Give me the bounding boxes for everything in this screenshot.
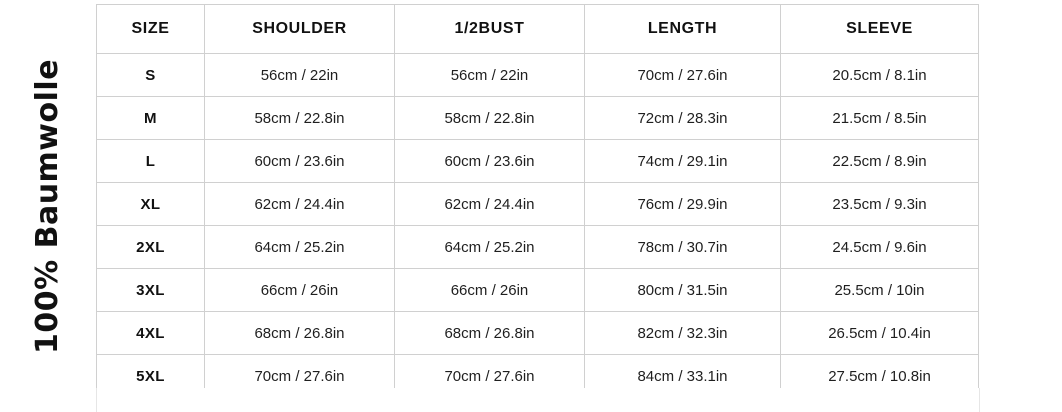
cell-size: 4XL xyxy=(97,312,205,355)
cell-bust: 62cm / 24.4in xyxy=(395,183,585,226)
cell-shoulder: 60cm / 23.6in xyxy=(205,140,395,183)
cell-length: 76cm / 29.9in xyxy=(585,183,781,226)
table-header xyxy=(97,5,979,54)
table-row xyxy=(97,140,979,183)
cell-length: 70cm / 27.6in xyxy=(585,54,781,97)
header-sleeve: SLEEVE xyxy=(781,5,979,54)
cell-shoulder: 70cm / 27.6in xyxy=(205,355,395,398)
cell-size: L xyxy=(97,140,205,183)
cell-length: 84cm / 33.1in xyxy=(585,355,781,398)
cell-shoulder: 62cm / 24.4in xyxy=(205,183,395,226)
table-body xyxy=(97,54,979,398)
cell-sleeve: 20.5cm / 8.1in xyxy=(781,54,979,97)
cell-bust: 60cm / 23.6in xyxy=(395,140,585,183)
cell-bust: 58cm / 22.8in xyxy=(395,97,585,140)
cell-shoulder: 58cm / 22.8in xyxy=(205,97,395,140)
cell-size: M xyxy=(97,97,205,140)
size-chart-container xyxy=(96,4,978,388)
cell-sleeve: 22.5cm / 8.9in xyxy=(781,140,979,183)
cell-length: 74cm / 29.1in xyxy=(585,140,781,183)
table-row xyxy=(97,183,979,226)
cell-sleeve: 26.5cm / 10.4in xyxy=(781,312,979,355)
cell-bust: 70cm / 27.6in xyxy=(395,355,585,398)
cell-size: 5XL xyxy=(97,355,205,398)
cell-bust: 66cm / 26in xyxy=(395,269,585,312)
header-row xyxy=(97,5,979,54)
table-bottom-strip xyxy=(96,388,980,412)
table-row xyxy=(97,312,979,355)
cell-length: 72cm / 28.3in xyxy=(585,97,781,140)
size-chart-table xyxy=(96,4,979,398)
cell-size: S xyxy=(97,54,205,97)
cell-sleeve: 21.5cm / 8.5in xyxy=(781,97,979,140)
cell-size: 2XL xyxy=(97,226,205,269)
header-shoulder: SHOULDER xyxy=(205,5,395,54)
cell-bust: 56cm / 22in xyxy=(395,54,585,97)
cell-shoulder: 56cm / 22in xyxy=(205,54,395,97)
table-row xyxy=(97,54,979,97)
vertical-caption xyxy=(0,0,96,412)
header-length: LENGTH xyxy=(585,5,781,54)
table-row xyxy=(97,269,979,312)
cell-sleeve: 25.5cm / 10in xyxy=(781,269,979,312)
cell-size: XL xyxy=(97,183,205,226)
table-row xyxy=(97,226,979,269)
cell-sleeve: 27.5cm / 10.8in xyxy=(781,355,979,398)
table-row xyxy=(97,97,979,140)
cell-size: 3XL xyxy=(97,269,205,312)
cell-sleeve: 23.5cm / 9.3in xyxy=(781,183,979,226)
cell-sleeve: 24.5cm / 9.6in xyxy=(781,226,979,269)
cell-shoulder: 66cm / 26in xyxy=(205,269,395,312)
cell-length: 82cm / 32.3in xyxy=(585,312,781,355)
cell-bust: 64cm / 25.2in xyxy=(395,226,585,269)
header-size: SIZE xyxy=(97,5,205,54)
cell-length: 80cm / 31.5in xyxy=(585,269,781,312)
cell-length: 78cm / 30.7in xyxy=(585,226,781,269)
header-bust: 1/2BUST xyxy=(395,5,585,54)
cell-shoulder: 64cm / 25.2in xyxy=(205,226,395,269)
cell-bust: 68cm / 26.8in xyxy=(395,312,585,355)
vertical-caption-text: 100% Baumwolle xyxy=(30,58,66,354)
cell-shoulder: 68cm / 26.8in xyxy=(205,312,395,355)
